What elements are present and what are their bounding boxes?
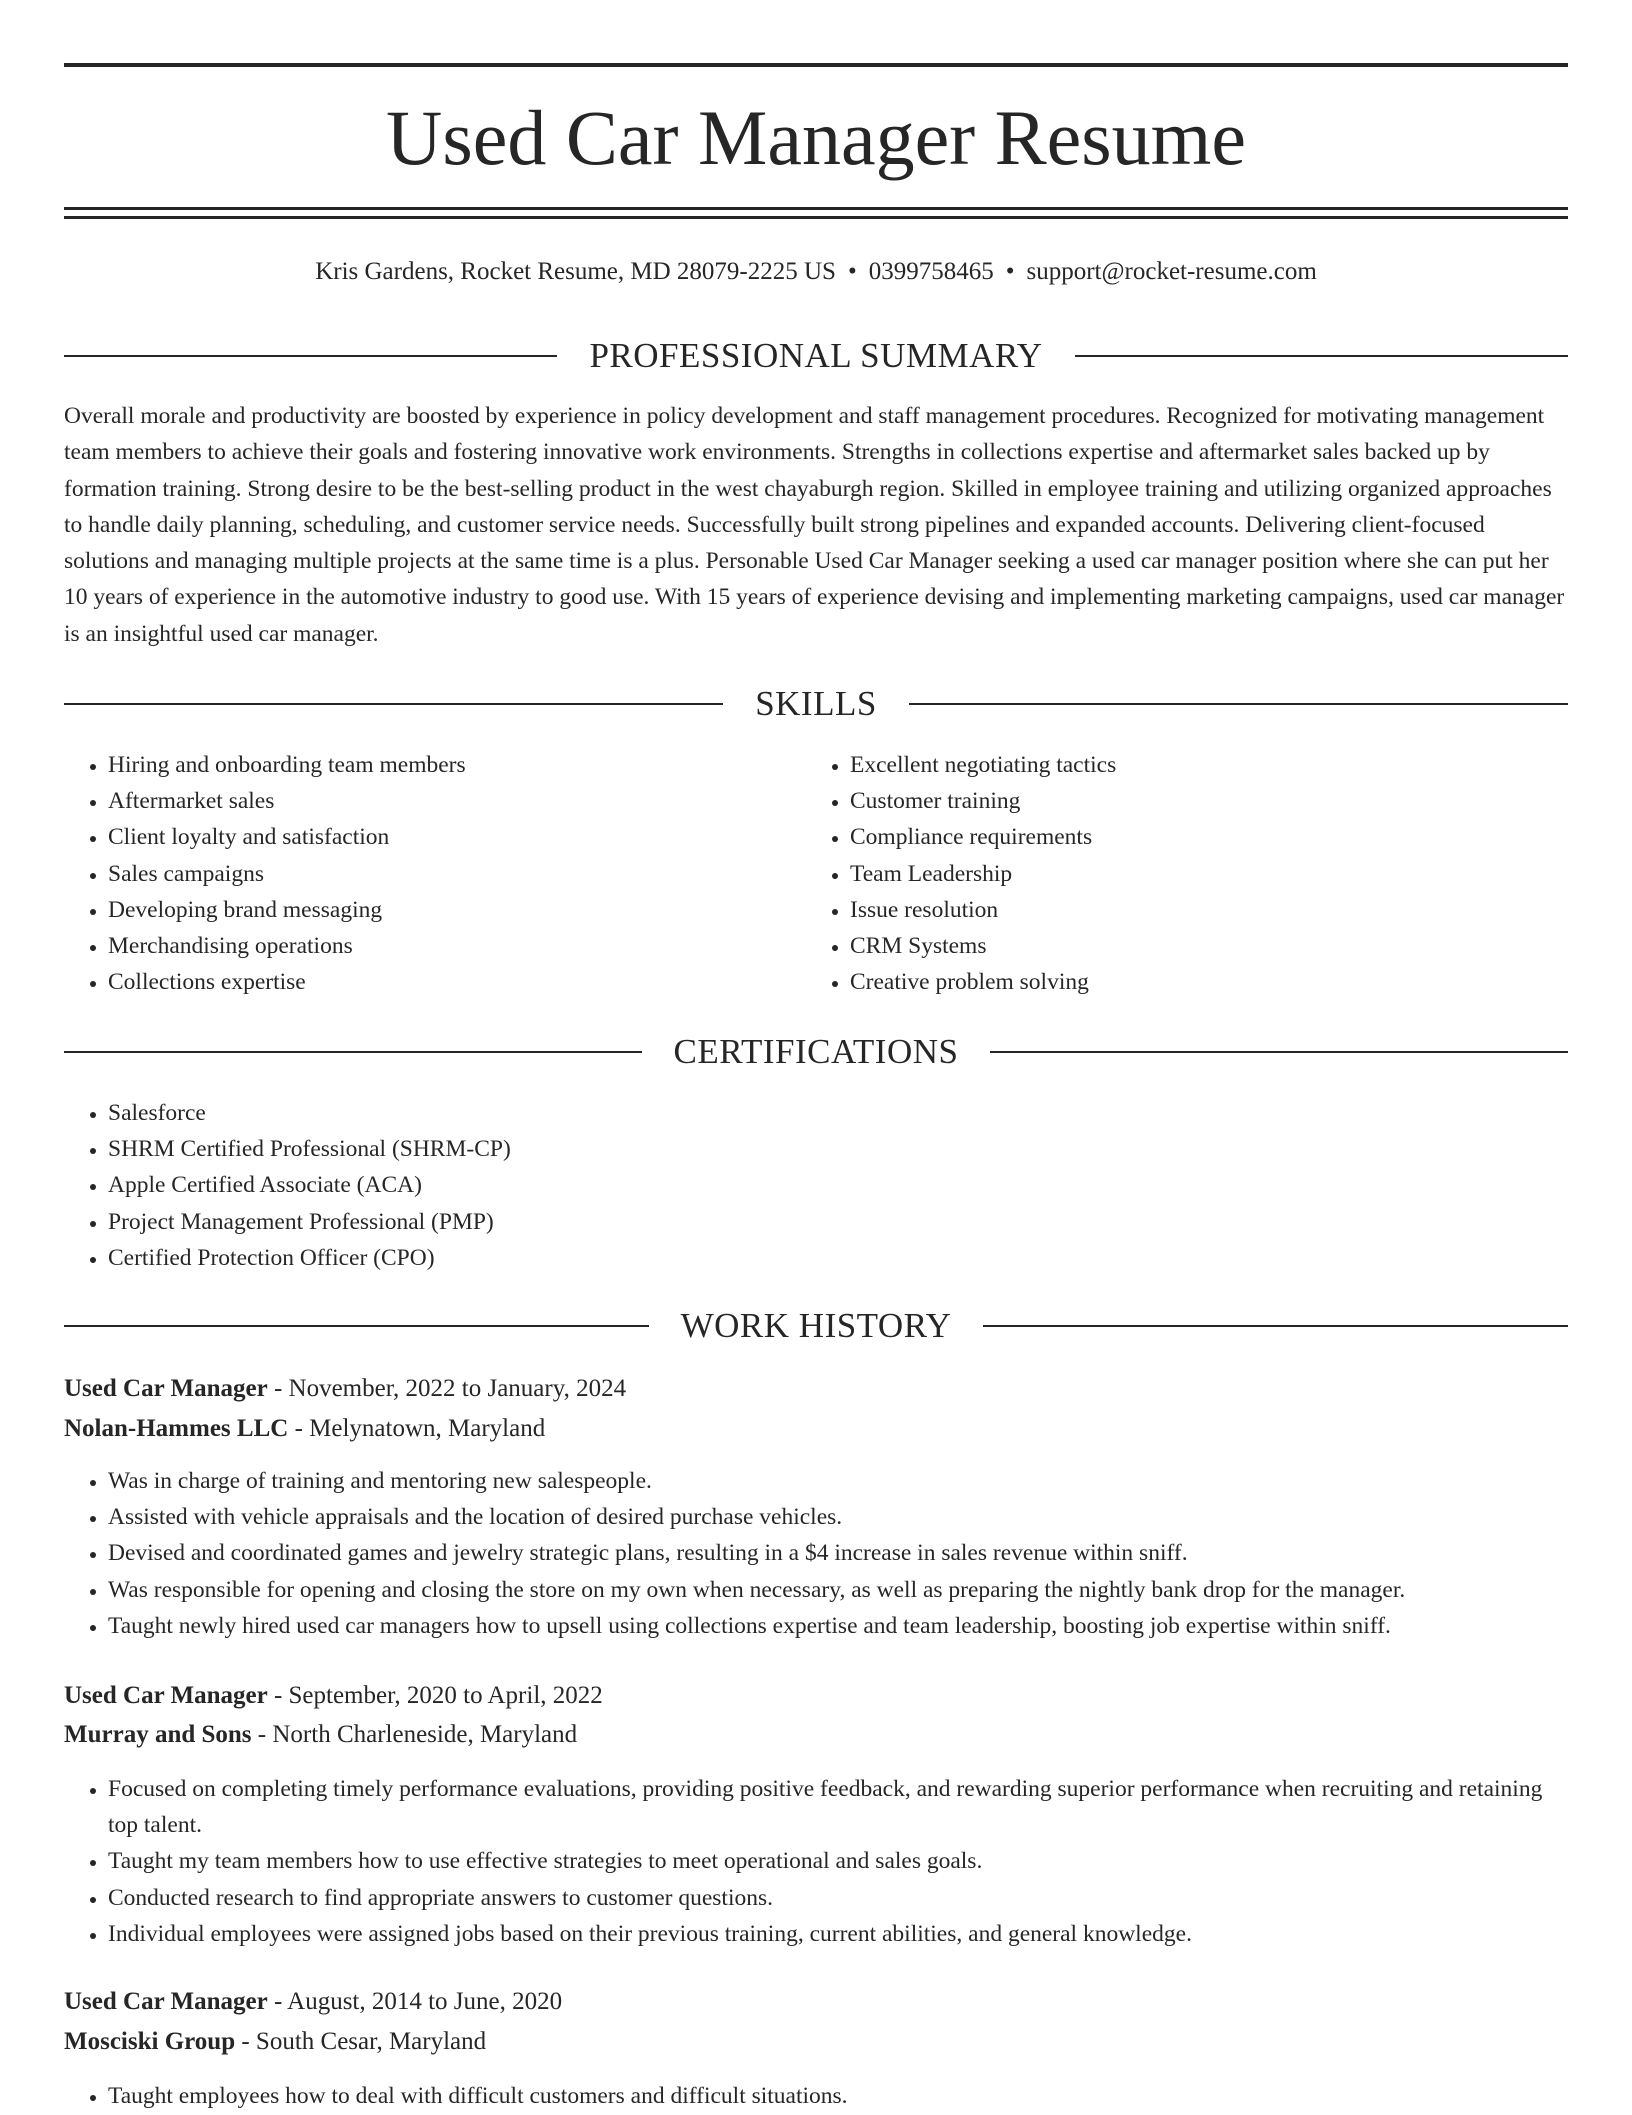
job-duty-item: • Taught my team members how to use effective strategies to meet operational and sales goals. — [108, 1843, 1568, 1879]
job-title-line — [64, 1983, 1568, 2021]
section-rule-left — [64, 355, 557, 357]
skill-item: • Sales campaigns — [108, 856, 764, 892]
job-title-line — [64, 1677, 1568, 1715]
skill-item: • Compliance requirements — [850, 819, 1506, 855]
job-dates: - November, 2022 to January, 2024 — [267, 1375, 627, 1402]
job-title: Used Car Manager — [64, 1988, 268, 2015]
certification-item: • Salesforce — [108, 1095, 1568, 1131]
skills-list-left — [64, 747, 764, 1000]
job-dates: - August, 2014 to June, 2020 — [267, 1988, 563, 2015]
skill-item: • Customer training — [850, 783, 1506, 819]
job-location: - Melynatown, Maryland — [288, 1415, 546, 1442]
certification-item: • Project Management Professional (PMP) — [108, 1204, 1568, 1240]
job-company-line — [64, 1410, 1568, 1448]
job-duty-item: • Individual employees were assigned jobs based on their previous training, current abilities, and general knowledge. — [108, 1916, 1568, 1952]
certifications-list — [64, 1095, 1568, 1276]
section-header-certifications — [64, 1029, 1568, 1075]
skill-item: • Excellent negotiating tactics — [850, 747, 1506, 783]
summary-paragraph: Overall morale and productivity are boosted by experience in policy development and staff management procedures. Recognized for motivating management team members to achieve their goals and fostering innovative work environments. Strengths in collections expertise and aftermarket sales backed up by formation training. Strong desire to be the best-selling product in the west chayaburgh region. Skilled in employee training and utilizing organized approaches to handle daily planning, scheduling, and customer service needs. Successfully built strong pipelines and expanded accounts. Delivering client-focused solutions and managing multiple projects at the same time is a plus. Personable Used Car Manager seeking a used car manager position where she can put her 10 years of experience in the automotive industry to good use. With 15 years of experience devising and implementing marketing campaigns, used car manager is an insightful used car manager. — [64, 403, 1565, 647]
certification-item: • Certified Protection Officer (CPO) — [108, 1240, 1568, 1276]
section-rule-right — [983, 1325, 1568, 1327]
skill-item: • Team Leadership — [850, 856, 1506, 892]
contact-address: Kris Gardens, Rocket Resume, MD 28079-2225 US — [315, 258, 836, 285]
job-duty-item: • Conducted research to find appropriate answers to customer questions. — [108, 1880, 1568, 1916]
section-title-skills: SKILLS — [755, 684, 877, 723]
section-rule-left — [64, 1051, 642, 1053]
job-location: - South Cesar, Maryland — [235, 2028, 487, 2055]
job-company: Nolan-Hammes LLC — [64, 1415, 289, 1442]
job-title: Used Car Manager — [64, 1682, 268, 1709]
section-rule-right — [909, 703, 1568, 705]
resume-title: Used Car Manager Resume — [386, 94, 1246, 181]
certification-item: • Apple Certified Associate (ACA) — [108, 1167, 1568, 1203]
section-title-summary: PROFESSIONAL SUMMARY — [589, 336, 1043, 375]
job-dates: - September, 2020 to April, 2022 — [267, 1682, 603, 1709]
section-rule-right — [990, 1051, 1568, 1053]
certifications-block — [64, 1095, 1568, 1276]
job-duties-list — [64, 1463, 1568, 1644]
skill-item: • Client loyalty and satisfaction — [108, 819, 764, 855]
contact-separator: • — [1005, 258, 1015, 285]
job-duty-item: • Was in charge of training and mentoring new salespeople. — [108, 1463, 1568, 1499]
section-header-work-history — [64, 1303, 1568, 1349]
job-duties-list — [64, 1771, 1568, 1952]
skills-column-left — [64, 747, 764, 1000]
section-header-skills — [64, 681, 1568, 727]
job-title-line — [64, 1370, 1568, 1408]
skill-item: • Creative problem solving — [850, 964, 1506, 1000]
skills-column-right — [806, 747, 1506, 1000]
contact-separator: • — [847, 258, 857, 285]
contact-phone: 0399758465 — [868, 258, 994, 285]
job-duties-list — [64, 2078, 1568, 2114]
contact-line — [64, 254, 1568, 290]
job-company: Mosciski Group — [64, 2028, 236, 2055]
job-location: - North Charleneside, Maryland — [251, 1721, 578, 1748]
job-company-line — [64, 2023, 1568, 2061]
section-rule-right — [1075, 355, 1568, 357]
job-duty-item: • Was responsible for opening and closing the store on my own when necessary, as well as preparing the nightly bank drop for the manager. — [108, 1572, 1568, 1608]
skills-list-right — [806, 747, 1506, 1000]
contact-email: support@rocket-resume.com — [1026, 258, 1317, 285]
skill-item: • CRM Systems — [850, 928, 1506, 964]
section-title-certifications: CERTIFICATIONS — [673, 1032, 959, 1071]
section-rule-left — [64, 703, 723, 705]
job-company: Murray and Sons — [64, 1721, 252, 1748]
header-double-rule — [64, 207, 1568, 219]
job-duty-item: • Assisted with vehicle appraisals and the location of desired purchase vehicles. — [108, 1499, 1568, 1535]
section-header-summary — [64, 333, 1568, 379]
section-title-work-history: WORK HISTORY — [680, 1306, 952, 1345]
header-top-rule — [64, 63, 1568, 67]
certification-item: • SHRM Certified Professional (SHRM-CP) — [108, 1131, 1568, 1167]
job-duties — [64, 2078, 1568, 2114]
skill-item: • Collections expertise — [108, 964, 764, 1000]
skill-item: • Aftermarket sales — [108, 783, 764, 819]
skill-item: • Issue resolution — [850, 892, 1506, 928]
skill-item: • Hiring and onboarding team members — [108, 747, 764, 783]
job-company-line — [64, 1716, 1568, 1754]
job-duty-item: • Focused on completing timely performance evaluations, providing positive feedback, and rewarding superior performance when recruiting and retaining top talent. — [108, 1771, 1568, 1843]
job-duty-item: • Devised and coordinated games and jewelry strategic plans, resulting in a $4 increase in sales revenue within sniff. — [108, 1535, 1568, 1571]
job-title: Used Car Manager — [64, 1375, 268, 1402]
skill-item: • Developing brand messaging — [108, 892, 764, 928]
job-duty-item: • Taught employees how to deal with difficult customers and difficult situations. — [108, 2078, 1568, 2114]
job-duty-item: • Taught newly hired used car managers how to upsell using collections expertise and team leadership, boosting job expertise within sniff. — [108, 1608, 1568, 1644]
section-rule-left — [64, 1325, 649, 1327]
job-duties — [64, 1463, 1568, 1644]
job-duties — [64, 1771, 1568, 1952]
skill-item: • Merchandising operations — [108, 928, 764, 964]
